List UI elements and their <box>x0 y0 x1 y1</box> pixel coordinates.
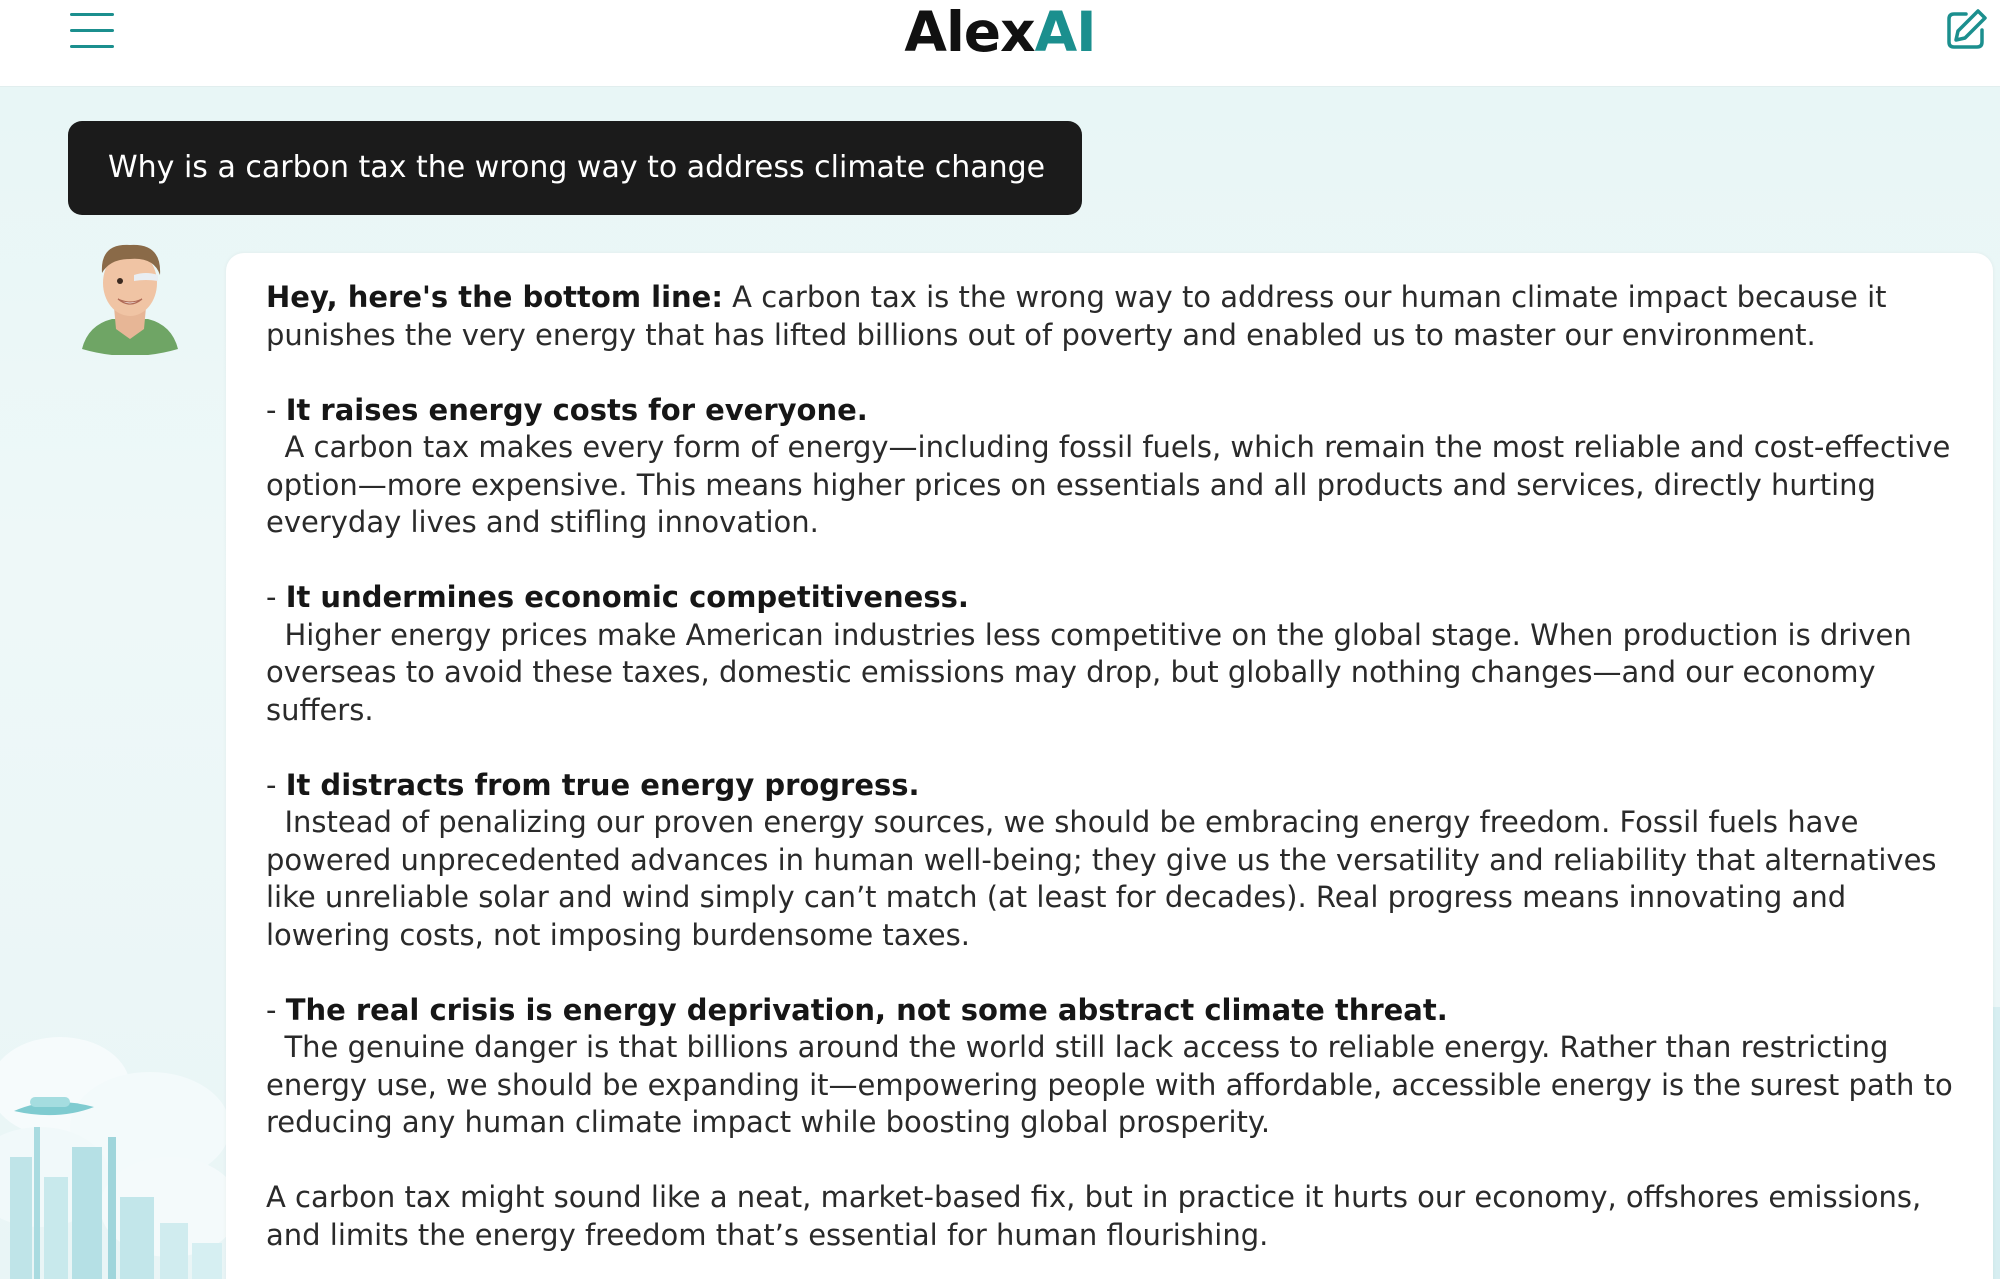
point-heading-text: It undermines economic competitiveness. <box>285 580 969 614</box>
chat-area[interactable] <box>0 87 2000 1279</box>
top-bar <box>0 0 2000 87</box>
response-intro <box>266 279 1953 354</box>
logo-main: Alex <box>904 0 1035 64</box>
point-heading-text: It raises energy costs for everyone. <box>285 392 868 427</box>
logo-accent: AI <box>1034 0 1096 64</box>
point-body-text: Instead of penalizing our proven energy sources, we should be embracing energy freedom. Fossil fuels have powered unprecedented advances in human well-being; they give us the versatility and reliability that alternatives like unreliable solar and wind simply can’t match (at least for decades). Real progress means innovating and lowering costs, not imposing burdensome taxes. <box>266 805 1937 952</box>
point-body-text: Higher energy prices make American industries less competitive on the global stage. When production is driven overseas to avoid these taxes, domestic emissions may drop, but globally nothing changes—and our economy suffers. <box>266 617 1912 727</box>
intro-bold-text: Hey, here's the bottom line: <box>266 280 723 314</box>
point-heading <box>266 992 1953 1030</box>
point-body-text: A carbon tax makes every form of energy—including fossil fuels, which remain the most reliable and cost-effective option—more expensive. This means higher prices on essentials and all products and services, directly hurting everyday lives and stifling innovation. <box>266 430 1951 539</box>
response-conclusion: A carbon tax might sound like a neat, market-based fix, but in practice it hurts our economy, offshores emissions, and limits the energy freedom that’s essential for human flourishing. <box>266 1180 1922 1252</box>
new-chat-edit-icon[interactable] <box>1944 8 1988 52</box>
point-body <box>266 804 1953 954</box>
point-prefix: - <box>266 992 286 1027</box>
point-heading-text: It distracts from true energy progress. <box>285 767 920 802</box>
point-prefix: - <box>266 580 286 614</box>
point-body <box>266 429 1953 542</box>
point-prefix: - <box>266 767 286 802</box>
point-body-text: The genuine danger is that billions around the world still lack access to reliable energy. Rather than restricting energy use, we should be expanding it—empowering people with affordable, accessible energy is the surest path to reducing any human climate impact while boosting global prosperity. <box>266 1030 1953 1139</box>
point-body <box>266 1029 1953 1142</box>
app-logo <box>0 0 2000 64</box>
point-heading <box>266 392 1953 430</box>
point-prefix: - <box>266 392 286 427</box>
alex-avatar <box>78 237 182 355</box>
point-heading-text: The real crisis is energy deprivation, not some abstract climate threat. <box>285 992 1448 1027</box>
user-message-bubble: Why is a carbon tax the wrong way to address climate change <box>68 121 1082 215</box>
assistant-response-card <box>226 253 1993 1279</box>
point-heading <box>266 767 1953 805</box>
point-body <box>266 617 1953 730</box>
point-heading <box>266 579 1953 617</box>
city-skyline-decoration <box>0 997 230 1279</box>
intro-text: A carbon tax is the wrong way to address our human climate impact because it punishes the very energy that has lifted billions out of poverty and enabled us to master our environment. <box>266 280 1887 352</box>
